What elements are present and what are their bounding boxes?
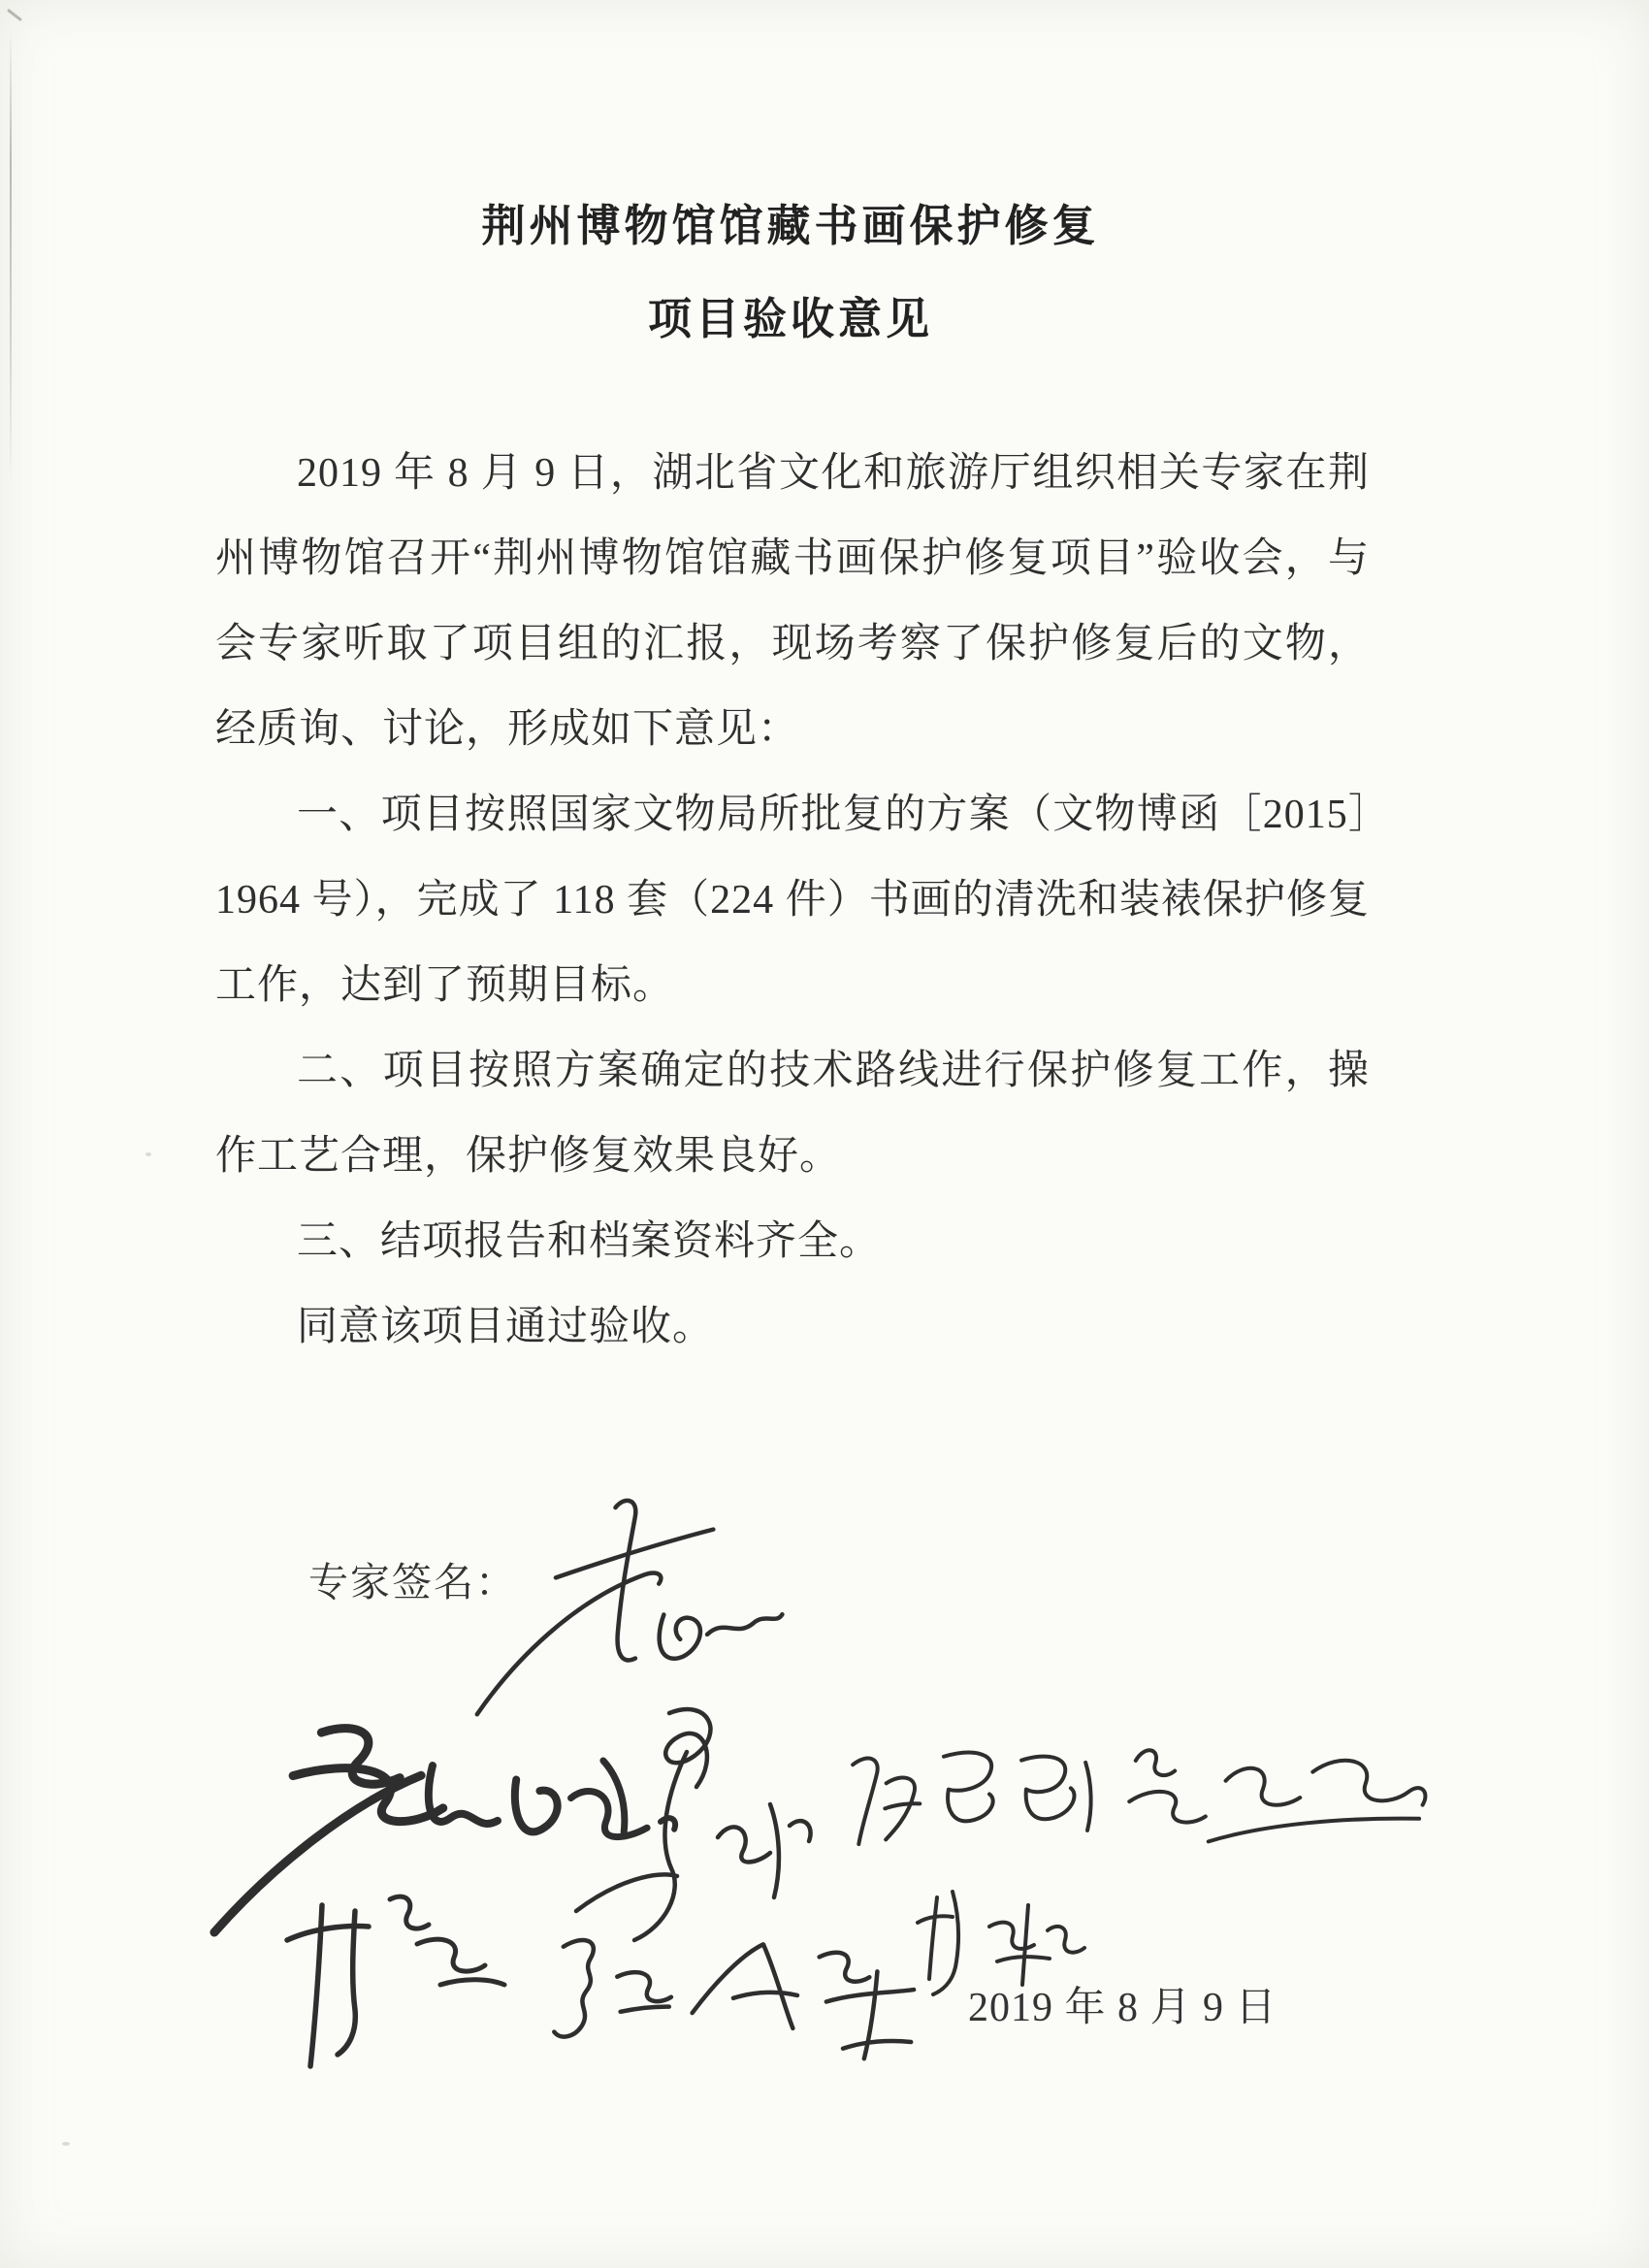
scan-corner-artifact bbox=[7, 9, 22, 21]
scan-speck bbox=[62, 2142, 70, 2146]
scan-edge-artifact bbox=[10, 29, 12, 485]
paragraph-item-3: 三、结项报告和档案资料齐全。 bbox=[297, 1219, 882, 1264]
expert-signature-7 bbox=[534, 1915, 954, 2072]
paragraph-item-2: 二、项目按照方案确定的技术路线进行保护修复工作，操作工艺合理，保护修复效果良好。 bbox=[215, 1049, 1370, 1179]
document-body bbox=[215, 431, 1370, 1370]
signature-ink bbox=[1111, 1713, 1436, 1869]
expert-signature-5 bbox=[1111, 1713, 1436, 1869]
signature-ink bbox=[834, 1725, 1109, 1863]
expert-signature-6 bbox=[260, 1884, 512, 2078]
expert-signature-4 bbox=[834, 1725, 1109, 1863]
signature-ink bbox=[534, 1915, 954, 2072]
signature-ink bbox=[452, 1488, 790, 1723]
expert-signature-label: 专家签名： bbox=[308, 1560, 517, 1604]
paragraph-conclusion: 同意该项目通过验收。 bbox=[297, 1305, 715, 1349]
signature-ink bbox=[260, 1884, 512, 2078]
scan-speck bbox=[146, 1152, 151, 1156]
document-title-line2: 项目验收意见 bbox=[647, 294, 933, 343]
paragraph-item-1: 一、项目按照国家文物局所批复的方案（文物博函［2015］1964 号），完成了 118 套（224 件）书画的清洗和装裱保护修复工作，达到了预期目标。 bbox=[215, 793, 1370, 1008]
expert-signature-1 bbox=[452, 1488, 790, 1723]
document-title-line1: 荆州博物馆馆藏书画保护修复 bbox=[481, 201, 1100, 250]
document-date: 2019 年 8 月 9 日 bbox=[968, 1986, 1277, 2030]
paragraph-intro: 2019 年 8 月 9 日，湖北省文化和旅游厅组织相关专家在荆州博物馆召开“荆州博物馆馆藏书画保护修复项目”验收会，与会专家听取了项目组的汇报，现场考察了保护修复后的文物，经质询、讨论，形成如下意见： bbox=[215, 451, 1370, 752]
